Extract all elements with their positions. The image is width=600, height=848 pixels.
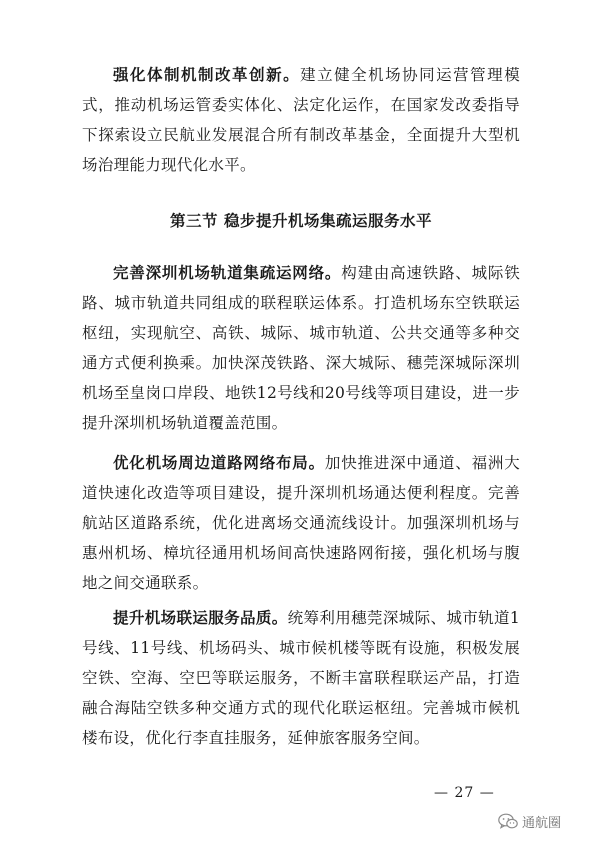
watermark bbox=[498, 812, 561, 831]
paragraph-lead: 强化体制机制改革创新。 bbox=[113, 66, 301, 84]
page-number: — 27 — bbox=[434, 785, 495, 801]
paragraph-lead: 优化机场周边道路网络布局。 bbox=[113, 454, 325, 472]
paragraph-lead: 提升机场联运服务品质。 bbox=[113, 609, 288, 627]
paragraph-road-network bbox=[82, 448, 520, 598]
paragraph-body: 建立健全机场协同运营管理模式，推动机场运管委实体化、法定化运作，在国家发改委指导下探索设立民航业发展混合所有制改革基金，全面提升大型机场治理能力现代化水平。 bbox=[82, 66, 520, 174]
paragraph-body: 统筹利用穗莞深城际、城市轨道1号线、11号线、机场码头、城市候机楼等既有设施，积极发展空铁、空海、空巴等联运服务，不断丰富联程联运产品，打造融合海陆空铁多种交通方式的现代化联运枢纽。完善城市候机楼布设，优化行李直挂服务，延伸旅客服务空间。 bbox=[82, 609, 520, 747]
section-title: 第三节 稳步提升机场集疏运服务水平 bbox=[170, 212, 432, 230]
paragraph-lead: 完善深圳机场轨道集疏运网络。 bbox=[113, 264, 342, 282]
wechat-icon bbox=[498, 813, 518, 830]
paragraph-body: 加快推进深中通道、福洲大道快速化改造等项目建设，提升深圳机场通达便利程度。完善航站区道路系统，优化进离场交通流线设计。加强深圳机场与惠州机场、樟坑径通用机场间高快速路网衔接，强化机场与腹地之间交通联系。 bbox=[82, 454, 520, 592]
watermark-text: 通航圈 bbox=[522, 816, 562, 831]
paragraph-institutional-reform bbox=[82, 60, 520, 180]
paragraph-body: 构建由高速铁路、城际铁路、城市轨道共同组成的联程联运体系。打造机场东空铁联运枢纽，实现航空、高铁、城际、城市轨道、公共交通等多种交通方式便利换乘。加快深茂铁路、深大城际、穗莞深城际深圳机场至皇岗口岸段、地铁12号线和20号线等项目建设，进一步提升深圳机场轨道覆盖范围。 bbox=[82, 264, 520, 432]
paragraph-intermodal-service bbox=[82, 603, 520, 753]
paragraph-rail-network bbox=[82, 258, 520, 438]
